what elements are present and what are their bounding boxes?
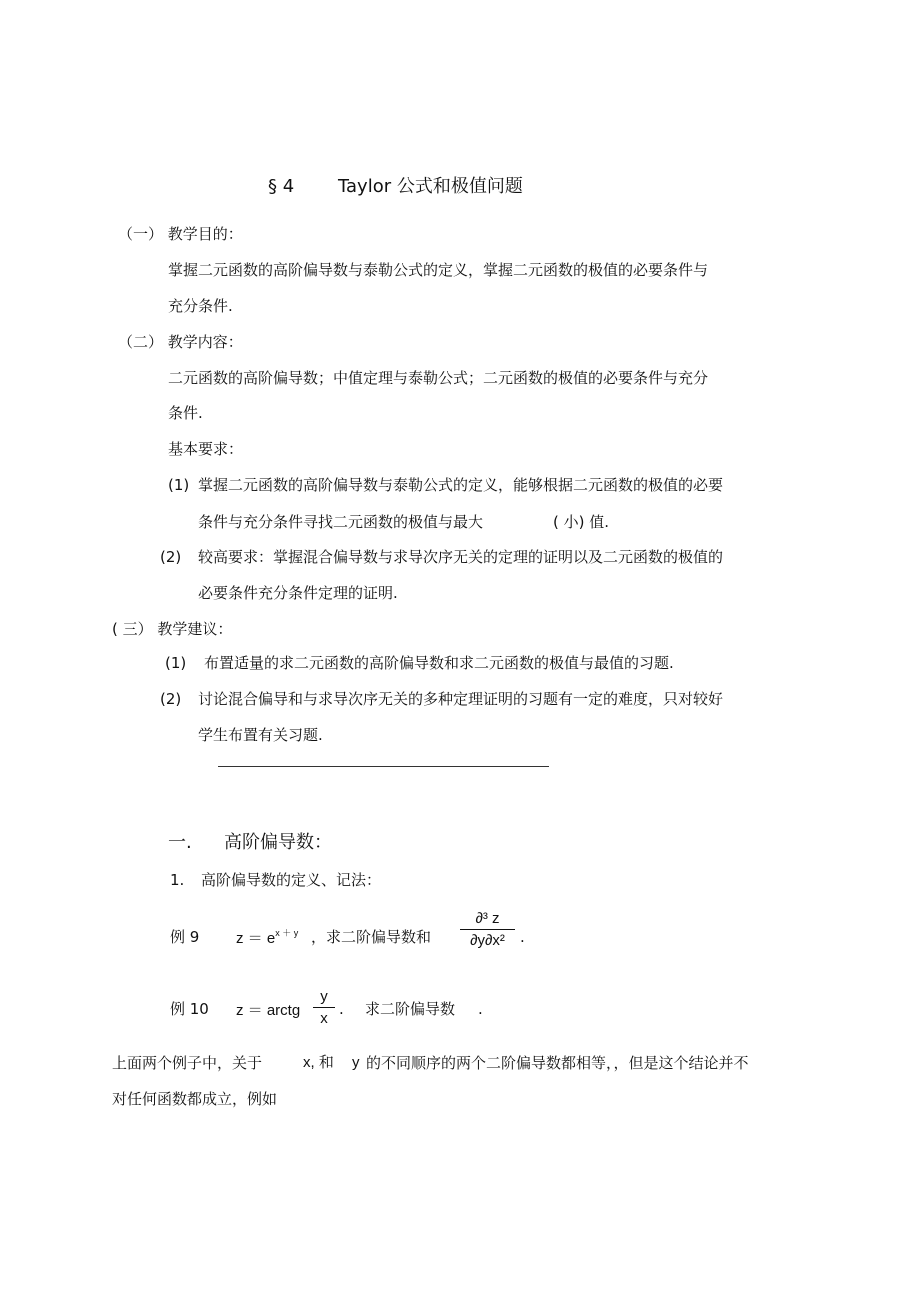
part3-item2-line1: 讨论混合偏导和与求导次序无关的多种定理证明的习题有一定的难度，只对较好 [198,690,724,708]
closing-line1-end: 的不同顺序的两个二阶偏导数都相等，，但是这个结论并不 [366,1054,749,1072]
example10-frac-numerator: y [320,988,328,1005]
example10-end: . [478,1000,483,1018]
basic-requirements-label: 基本要求： [168,440,244,458]
closing-line2: 对任何函数都成立，例如 [112,1090,278,1108]
part3-item2-number: (2) [160,690,182,708]
part2-item2-number: (2) [160,548,182,566]
example10-label: 例 10 [170,1000,209,1018]
fraction-bar [313,1007,335,1008]
section-number: § 4 [268,176,295,197]
part1-line1: 掌握二元函数的高阶偏导数与泰勒公式的定义，掌握二元函数的极值的必要条件与 [168,261,709,279]
part3-item1-line1: 布置适量的求二元函数的高阶偏导数和求二元函数的极值与最值的习题. [204,654,674,672]
part2-item2-line1: 较高要求：掌握混合偏导数与求导次序无关的定理的证明以及二元函数的极值的 [198,548,724,566]
fraction-bar [460,929,515,930]
part1-line2: 充分条件. [168,297,233,315]
part1-heading: （一） 教学目的： [118,225,243,243]
subsection-heading: 高阶偏导数的定义、记法： [201,871,382,889]
example9-frac-denominator: ∂y∂x² [470,932,505,949]
closing-line1-start: 上面两个例子中，关于 [112,1054,263,1072]
part2-item1-tail: ( 小) 值. [553,513,610,531]
example9-lhs: z ＝ e [236,930,276,947]
closing-var-x: x, 和 [303,1054,334,1071]
chapter-number: 一. [168,832,192,853]
example9-frac-numerator: ∂³ z [475,910,500,927]
closing-var-y: y [352,1054,360,1071]
part2-line1: 二元函数的高阶偏导数；中值定理与泰勒公式；二元函数的极值的必要条件与充分 [168,369,709,387]
example9-text: ，求二阶偏导数和 [311,928,432,946]
example9-label: 例 9 [170,928,200,946]
subsection-number: 1. [170,871,185,889]
example9-fraction [460,910,515,949]
example9-end: . [520,928,525,946]
part3-item2-line2: 学生布置有关习题. [198,726,323,744]
part2-item1-line2: 条件与充分条件寻找二元函数的极值与最大 [198,513,484,531]
part2-line2: 条件. [168,404,203,422]
example10-fraction [313,988,335,1027]
chapter-heading: 高阶偏导数： [224,832,332,853]
section-divider [218,766,549,767]
example10-text: 求二阶偏导数 [365,1000,456,1018]
example10-lhs: z ＝ arctg [236,1002,301,1019]
part2-item1-line1: 掌握二元函数的高阶偏导数与泰勒公式的定义，能够根据二元函数的极值的必要 [198,476,724,494]
part3-item1-number: (1) [165,654,187,672]
example10-frac-denominator: x [320,1010,328,1027]
part2-heading: （二） 教学内容： [118,333,243,351]
example9-formula [236,930,298,948]
page-title: Taylor 公式和极值问题 [338,176,523,197]
part3-heading: ( 三） 教学建议： [112,620,233,638]
example10-dot: . [339,1000,344,1018]
part2-item1-number: (1) [168,476,190,494]
part2-item2-line2: 必要条件充分条件定理的证明. [198,584,398,602]
example9-exponent: x ＋ y [275,928,299,938]
